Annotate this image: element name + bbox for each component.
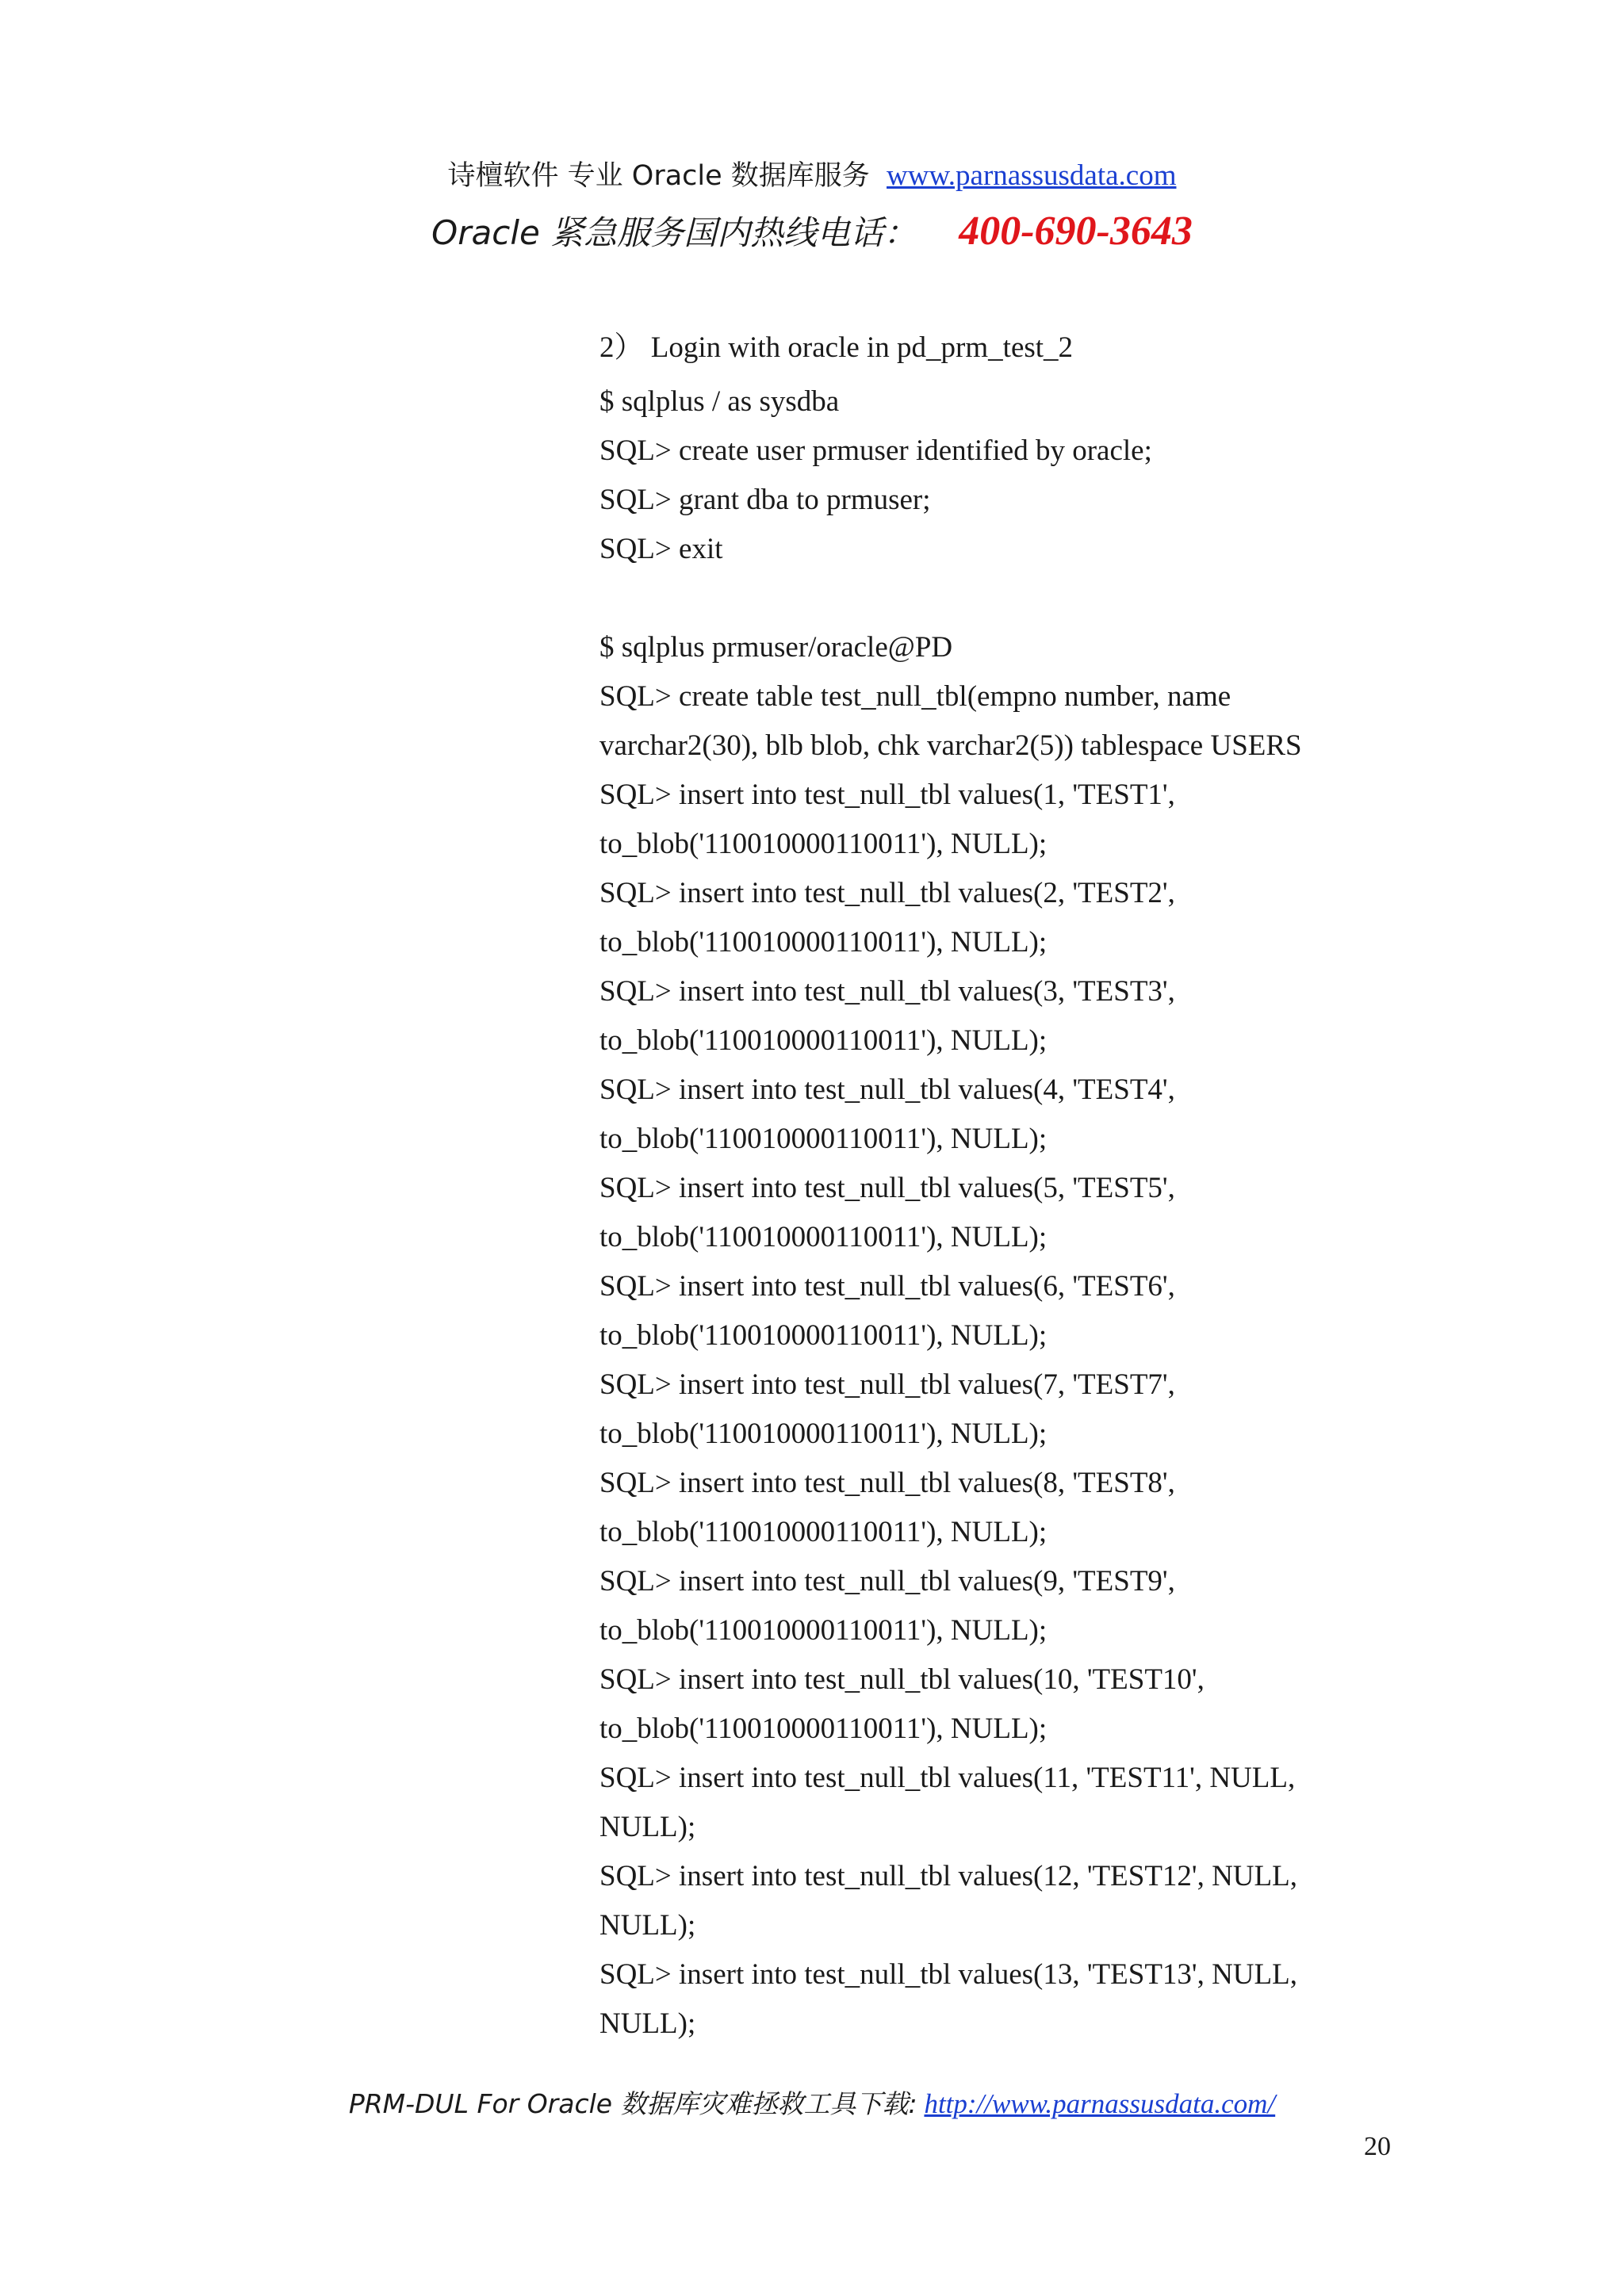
hotline-phone: 400-690-3643 xyxy=(959,209,1193,254)
command-line: SQL> insert into test_null_tbl values(7, 'TEST7', xyxy=(599,1368,1175,1401)
command-line: $ sqlplus prmuser/oracle@PD xyxy=(599,631,953,664)
command-listing xyxy=(599,377,1535,2049)
command-line: SQL> insert into test_null_tbl values(5, 'TEST5', xyxy=(599,1172,1175,1204)
command-line: SQL> insert into test_null_tbl values(6, 'TEST6', xyxy=(599,1270,1175,1303)
command-line: to_blob('110010000110011'), NULL); xyxy=(599,1123,1048,1155)
command-line: to_blob('110010000110011'), NULL); xyxy=(599,1418,1048,1450)
command-line: NULL); xyxy=(599,2007,696,2040)
footer-link[interactable]: http://www.parnassusdata.com/ xyxy=(924,2088,1276,2119)
command-line: SQL> insert into test_null_tbl values(12, 'TEST12', NULL, xyxy=(599,1860,1297,1892)
command-line: NULL); xyxy=(599,1811,696,1843)
command-line: $ sqlplus / as sysdba xyxy=(599,385,840,418)
command-line: SQL> insert into test_null_tbl values(11, 'TEST11', NULL, xyxy=(599,1762,1296,1794)
hotline-banner xyxy=(0,208,1624,257)
website-link[interactable]: www.parnassusdata.com xyxy=(887,159,1177,192)
document-body xyxy=(599,323,1535,2049)
command-line: to_blob('110010000110011'), NULL); xyxy=(599,828,1048,860)
page-number: 20 xyxy=(1364,2132,1391,2161)
command-line: SQL> create table test_null_tbl(empno number, name xyxy=(599,680,1231,713)
command-line: NULL); xyxy=(599,1909,696,1942)
command-line: SQL> insert into test_null_tbl values(10, 'TEST10', xyxy=(599,1663,1205,1696)
page-footer xyxy=(0,2085,1624,2123)
step-title: 2） Login with oracle in pd_prm_test_2 xyxy=(599,331,1074,364)
command-line: SQL> create user prmuser identified by oracle; xyxy=(599,434,1152,467)
command-line: to_blob('110010000110011'), NULL); xyxy=(599,1024,1048,1057)
command-line: SQL> exit xyxy=(599,533,723,565)
command-line: SQL> insert into test_null_tbl values(4, 'TEST4', xyxy=(599,1073,1175,1106)
command-line: SQL> insert into test_null_tbl values(9, 'TEST9', xyxy=(599,1565,1175,1598)
company-tagline: 诗檀软件 专业 Oracle 数据库服务 xyxy=(447,160,870,192)
command-line: SQL> insert into test_null_tbl values(1, 'TEST1', xyxy=(599,779,1175,811)
hotline-label: Oracle 紧急服务国内热线电话： xyxy=(431,213,917,252)
command-line: to_blob('110010000110011'), NULL); xyxy=(599,1712,1048,1745)
command-line: SQL> insert into test_null_tbl values(8, 'TEST8', xyxy=(599,1467,1175,1499)
blank-line xyxy=(599,574,1535,623)
command-line: to_blob('110010000110011'), NULL); xyxy=(599,1614,1048,1647)
command-line: varchar2(30), blb blob, chk varchar2(5)) tablespace USERS xyxy=(599,729,1302,762)
command-line: to_blob('110010000110011'), NULL); xyxy=(599,1221,1048,1253)
command-line: to_blob('110010000110011'), NULL); xyxy=(599,926,1048,959)
command-line: SQL> insert into test_null_tbl values(13, 'TEST13', NULL, xyxy=(599,1958,1297,1991)
command-line: to_blob('110010000110011'), NULL); xyxy=(599,1516,1048,1548)
command-line: SQL> insert into test_null_tbl values(3, 'TEST3', xyxy=(599,975,1175,1008)
page-header xyxy=(0,157,1624,195)
command-line: SQL> insert into test_null_tbl values(2, 'TEST2', xyxy=(599,877,1175,909)
footer-text: PRM-DUL For Oracle 数据库灾难拯救工具下载: xyxy=(348,2088,917,2119)
command-line: SQL> grant dba to prmuser; xyxy=(599,484,931,516)
command-line: to_blob('110010000110011'), NULL); xyxy=(599,1319,1048,1352)
